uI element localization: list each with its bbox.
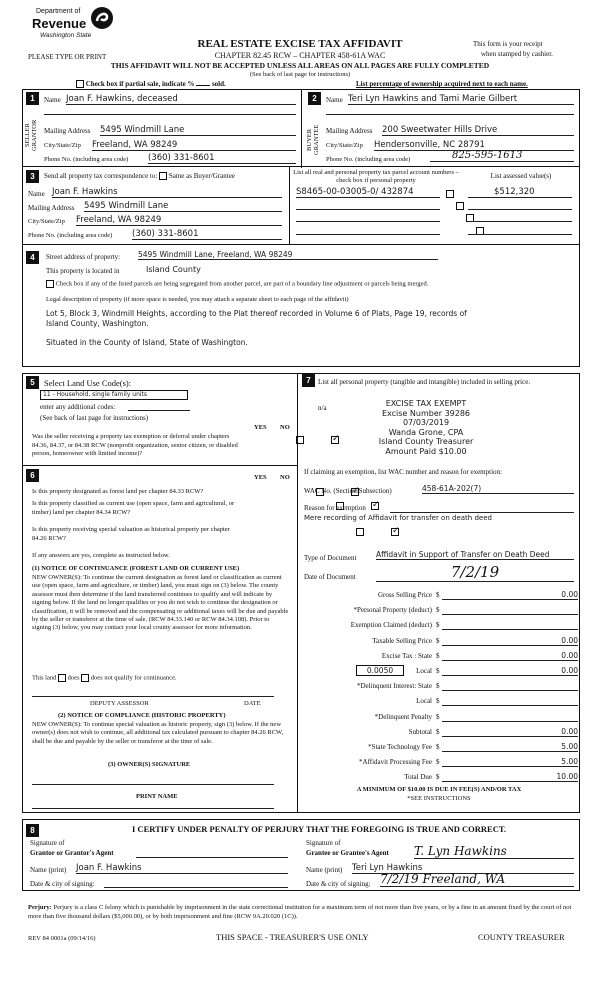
assessed-field-4[interactable] [468, 234, 572, 235]
grantee-signature[interactable]: T. Lyn Hawkins [414, 844, 574, 859]
s6-current-use-no[interactable] [371, 502, 379, 510]
fee-row-label: *Delinquent Interest: State [356, 682, 432, 691]
s3-name-field[interactable]: Joan F. Hawkins [52, 187, 282, 198]
s8-sig-label-right: Signature of [306, 839, 341, 847]
s4-street-label: Street address of property: [46, 253, 121, 261]
s8-grantor-agent: Grantor or Grantor's Agent [30, 849, 114, 857]
s7-wac-field[interactable]: 458-61A-202(7) [422, 484, 574, 494]
fee-row-label: *State Technology Fee [368, 743, 432, 751]
s7-wac-label: WAC No. (Section/Subsection) [304, 487, 392, 495]
s4-segregated-row [46, 280, 566, 288]
fee-row-value[interactable] [442, 712, 578, 722]
dor-logo [28, 6, 118, 44]
s1-city-field[interactable]: Freeland, WA 98249 [92, 140, 296, 151]
print-name-line[interactable] [32, 808, 274, 809]
exempt-stamp-line: Island County Treasurer [378, 437, 474, 446]
additional-codes-field[interactable] [128, 402, 190, 411]
s8-grantee-agent: Grantee or Grantee's Agent [306, 849, 389, 857]
s6-forest-question: Is this property designated as forest land per chapter 84.33 RCW? [32, 488, 204, 495]
section-1-number: 1 [26, 92, 39, 105]
s8-date-city-right: Date & city of signing: [306, 880, 371, 888]
exempt-stamp-line: EXCISE TAX EXEMPT [385, 399, 467, 408]
s6-does: does [67, 674, 80, 682]
s6-deputy: DEPUTY ASSESSOR [90, 700, 149, 707]
s1-phone-label: Phone No. (including area code) [44, 156, 129, 163]
parcel-field-1[interactable]: S8465-00-03005-0/ 432874 [296, 187, 440, 198]
perjury-text: Perjury is a class C felony which is punishable by imprisonment in the state correctional institution for a maximum term of not more than five years, or by a fine in an amount fixed by the court of not more than five thousand dollars ($5,000.00), or by both imprisonment and fine (RCW 9A.20.020 (1C)). [28, 904, 572, 920]
county-treasurer: COUNTY TREASURER [478, 932, 565, 942]
fee-row-value[interactable]: 0.00 [442, 651, 578, 661]
partial-sale-label: Check box if partial sale, indicate % [85, 80, 195, 88]
form-see-back: (See back of last page for instructions) [249, 71, 351, 78]
fee-row-value[interactable]: 0.00 [442, 666, 578, 676]
s3-same-as-label: Same as Buyer/Grantee [168, 172, 235, 180]
s4-legal-1: Lot 5, Block 3, Windmill Heights, according to the Plat thereof recorded in Volume 6 of Plats, Page 19, records of Island County, Washington. [46, 309, 467, 328]
s3-send-row [44, 172, 235, 180]
ownership-note: List percentage of ownership acquired next to each name. [356, 80, 528, 88]
fee-row-label: Taxable Selling Price [372, 636, 432, 645]
fee-row-value[interactable]: 0.00 [442, 727, 578, 737]
assessed-field-3[interactable] [468, 221, 572, 222]
s8-certify: I CERTIFY UNDER PENALTY OF PERJURY THAT THE FOREGOING IS TRUE AND CORRECT. [132, 824, 507, 834]
s3-city-label: City/State/Zip [28, 218, 65, 225]
parcel-field-2[interactable] [296, 209, 440, 210]
s4-street-field[interactable]: 5495 Windmill Lane, Freeland, WA 98249 [138, 250, 438, 260]
s6-no-header: NO [280, 474, 290, 481]
parcel-field-4[interactable] [296, 234, 440, 235]
s1-mailing-field[interactable]: 5495 Windmill Lane [100, 125, 296, 136]
form-warning: THIS AFFIDAVIT WILL NOT BE ACCEPTED UNLESS ALL AREAS ON ALL PAGES ARE FULLY COMPLETED [110, 61, 490, 70]
assessed-field-2[interactable] [468, 209, 572, 210]
fee-row-dollar: $ [436, 773, 440, 782]
dor-logo-text-3: Washington State [40, 32, 92, 39]
section-3-number: 3 [26, 170, 39, 183]
s8-grantor-name[interactable]: Joan F. Hawkins [76, 863, 288, 874]
fee-row-dollar: $ [436, 636, 440, 645]
s7-personal-label: List all personal property (tangible and intangible) included in selling price. [318, 378, 531, 386]
s6-cont-text: NEW OWNER(S): To continue the current designation as forest land or classification as current use (open space, farm and agriculture, or timber) land, you must sign on (3) below. The county assessor must then determine if the land transferred continues to qualify and will indicate by signing below. If the land no longer qualifies or you do not wish to continue the designation or classification, it will be removed and the compensating or additional taxes will be due and payable by the seller or transferor at the time of sale. (RCW 84.33.140 or RCW 84.34.108). Prior to signing (3) below, you may contact your local county assessor for more information. [32, 574, 289, 632]
grantor-date-city-line[interactable] [104, 887, 288, 888]
s2-phone-label: Phone No. (including area code) [326, 156, 411, 163]
s8-grantee-name[interactable]: Teri Lyn Hawkins [352, 863, 574, 874]
fee-row-label: Total Due [404, 773, 432, 782]
s6-compliance-title: (2) NOTICE OF COMPLIANCE (HISTORIC PROPERTY) [58, 712, 226, 719]
s5-additional-label: enter any additional codes: [40, 403, 116, 411]
s6-date: DATE [244, 700, 261, 707]
seller-grantor-label: SELLER GRANTOR [24, 119, 38, 151]
assessed-field-1[interactable]: $512,320 [468, 187, 572, 198]
s6-current-use-question: Is this property classified as current use (open space, farm and agricultural, or timber) land per chapter 84.34 RCW? [32, 500, 235, 516]
s7-doc-date-label: Date of Document [304, 573, 356, 581]
exempt-stamp-line: Wanda Grone, CPA [388, 427, 464, 437]
does-checkbox[interactable] [58, 674, 66, 682]
s1-phone-field[interactable]: (360) 331-8601 [148, 153, 296, 164]
s6-any-yes: If any answers are yes, complete as instructed below. [32, 552, 170, 559]
exempt-stamp-line: Amount Paid $10.00 [385, 446, 467, 456]
fee-row-dollar: $ [436, 591, 440, 599]
assessed-header: List assessed value(s) [490, 172, 552, 180]
fee-row-dollar: $ [436, 621, 440, 630]
land-use-select[interactable]: 11 - Household, single family units [40, 390, 188, 400]
s3-phone-field[interactable]: (360) 331-8601 [132, 229, 282, 240]
fee-row-value[interactable] [442, 696, 578, 706]
fee-row-label: *Affidavit Processing Fee [359, 758, 432, 767]
s7-see-instr: *SEE INSTRUCTIONS [407, 795, 471, 802]
exempt-stamp-line: 07/03/2019 [402, 418, 450, 427]
fee-row-value[interactable]: 0.00 [442, 636, 578, 646]
s5-yes-header: YES [254, 424, 267, 431]
dor-swirl-icon [90, 6, 114, 30]
s4-county: Island County [146, 265, 201, 274]
s6-compliance-text: NEW OWNER(S): To continue special valuation as historic property, sign (3) below. If the new owner(s) does not wish to continue, all additional tax calculated pursuant to chapter 84.26 RCW, shall be due and payable by the seller or transferor at the time of sale. [32, 721, 284, 745]
receipt-note-2: when stamped by cashier. [481, 50, 553, 58]
parcel-field-3[interactable] [296, 221, 440, 222]
parcel-checkbox-1[interactable] [446, 190, 454, 198]
fee-row-dollar: $ [436, 712, 440, 721]
please-type: PLEASE TYPE OR PRINT [28, 53, 107, 61]
s6-historic-question: Is this property receiving special valuation as historical property per chapter 84.26 RCW? [32, 526, 230, 542]
s2-name-field[interactable]: Teri Lyn Hawkins and Tami Marie Gilbert [348, 94, 574, 105]
perjury-note [28, 903, 576, 921]
fee-row-label: *Personal Property (deduct) [353, 606, 432, 615]
s8-name-print-left: Name (print) [30, 866, 67, 874]
section-2-number: 2 [308, 92, 321, 105]
treasurer-space: THIS SPACE - TREASURER'S USE ONLY [216, 932, 369, 942]
s8-grantee-date-city[interactable]: 7/2/19 Freeland, WA [380, 872, 574, 887]
fee-row-dollar: $ [436, 758, 440, 767]
s5-no-header: NO [280, 424, 290, 431]
s4-segregated-label: Check box if any of the listed parcels are being segregated from another parcel, are part of a boundary line adjustment or parcels being merged. [55, 280, 429, 288]
s3-phone-label: Phone No. (including area code) [28, 232, 113, 239]
s6-this-land-row [32, 674, 177, 682]
s6-qualify: qualify for continuance. [114, 674, 177, 682]
fee-row-label: *Delinquent Penalty [374, 712, 432, 721]
s6-historic-yes[interactable] [356, 528, 364, 536]
fee-row-value[interactable]: 0.00 [442, 590, 578, 600]
parcel-header: List all real and personal property tax parcel account numbers – check box if personal property [293, 169, 459, 184]
fee-row-dollar: $ [436, 682, 440, 691]
s8-date-city-left: Date & city of signing: [30, 880, 95, 888]
form-title: REAL ESTATE EXCISE TAX AFFIDAVIT [197, 38, 403, 50]
fee-row-value[interactable] [442, 620, 578, 630]
fee-row-dollar: $ [436, 697, 440, 706]
s5-exemption-question: Was the seller receiving a property tax exemption or deferral under chapters 84.36, 84.37, or 84.38 RCW (nonprofit organization, senior citizen, or disabled person, homeowner with limited income)? [32, 433, 238, 457]
s6-owner-sig: (3) OWNER(S) SIGNATURE [108, 761, 191, 768]
s7-claim-label: If claiming an exemption, list WAC number and reason for exemption: [304, 468, 502, 476]
form-chapter: CHAPTER 82.45 RCW – CHAPTER 458-61A WAC [214, 51, 386, 60]
section-4 [22, 245, 580, 367]
s6-print-name: PRINT NAME [136, 793, 178, 800]
s3-name-label: Name [28, 190, 45, 198]
s7-doc-type-label: Type of Document [304, 554, 357, 562]
s6-yes-header: YES [254, 474, 267, 481]
fee-row-label: Local [416, 697, 432, 706]
s1-mailing-label: Mailing Address [44, 127, 91, 135]
fee-row-label: Exemption Claimed (deduct) [350, 621, 432, 630]
s2-mailing-field[interactable]: 200 Sweetwater Hills Drive [382, 125, 574, 136]
buyer-grantee-label: BUYER GRANTEE [306, 124, 320, 156]
s7-na: n/a [318, 404, 327, 412]
section-6-number: 6 [26, 469, 39, 482]
section-8-number: 8 [26, 824, 39, 837]
s6-does-not: does not [90, 674, 113, 682]
exempt-stamp-line: Excise Number 39286 [381, 408, 471, 418]
s2-mailing-label: Mailing Address [326, 127, 373, 135]
owner-signature-line[interactable] [32, 784, 274, 785]
fee-row-value[interactable]: 5.00 [442, 742, 578, 752]
s3-mailing-label: Mailing Address [28, 204, 75, 212]
s5-exemption-yes[interactable] [296, 436, 304, 444]
s7-reason-label: Reason for exemption [304, 504, 366, 512]
s5-exemption-no[interactable] [331, 436, 339, 444]
s8-sig-label-left: Signature of [30, 839, 65, 847]
partial-sale-checkbox[interactable] [76, 80, 84, 88]
s5-see-back: (See back of last page for instructions) [40, 414, 149, 422]
fee-row-value[interactable]: 10.00 [442, 772, 578, 782]
receipt-note-1: This form is your receipt [473, 40, 543, 48]
section-5-number: 5 [26, 376, 39, 389]
s7-doc-date-field[interactable]: 7/2/19 [376, 563, 574, 582]
dor-logo-text-1: Department of [36, 8, 81, 15]
parcel-checkbox-2[interactable] [456, 202, 464, 210]
fee-row-label: Gross Selling Price [377, 591, 432, 599]
fee-row-dollar: $ [436, 667, 440, 675]
fee-row-label: Local [416, 667, 432, 675]
dor-logo-text-2: Revenue [32, 16, 87, 31]
s2-phone-field[interactable]: 825-595-1613 [430, 150, 574, 162]
exempt-stamp [346, 399, 506, 456]
s2-city-label: City/State/Zip [326, 142, 363, 149]
s4-legal-2: Situated in the County of Island, State of Washington. [46, 338, 248, 347]
s7-minimum: A MINIMUM OF $10.00 IS DUE IN FEE(S) AND/OR TAX [356, 786, 522, 793]
s7-doc-type-field[interactable]: Affidavit in Support of Transfer on Death Deed [376, 550, 574, 560]
s7-reason: Mere recording of Affidavit for transfer on death deed [304, 514, 492, 522]
fee-row-dollar: $ [436, 727, 440, 736]
s6-cont-title: (1) NOTICE OF CONTINUANCE (FOREST LAND OR CURRENT USE) [32, 565, 240, 572]
fee-row-dollar: $ [436, 606, 440, 615]
rev-number: REV 84 0001a (09/14/16) [28, 935, 96, 942]
s8-name-print-right: Name (print) [306, 866, 343, 874]
s4-legal-label: Legal description of property (if more space is needed, you may attach a separate sheet to each page of the affidavit) [46, 296, 349, 303]
s3-send-label: Send all property tax correspondence to: [44, 172, 158, 180]
s2-city-field[interactable]: Hendersonville, NC 28791 [374, 140, 574, 151]
fee-row-label: Excise Tax : State [381, 651, 432, 660]
perjury-label: Perjury: [28, 904, 52, 911]
local-rate-field[interactable]: 0.0050 [356, 665, 404, 676]
section-7-number: 7 [302, 374, 315, 387]
s1-city-label: City/State/Zip [44, 142, 81, 149]
fee-row-label: Subtotal [408, 727, 432, 736]
s6-this-land: This land [32, 674, 57, 682]
s1-name-label: Name [44, 96, 61, 104]
sold-label: sold. [211, 80, 226, 88]
fee-row-dollar: $ [436, 651, 440, 660]
segregated-checkbox[interactable] [46, 280, 54, 288]
section-4-number: 4 [26, 251, 39, 264]
deputy-assessor-line[interactable] [32, 696, 274, 697]
partial-sale-row [76, 80, 226, 88]
fee-row-value[interactable] [442, 681, 578, 691]
s2-name-label: Name [326, 96, 343, 104]
s3-city-field[interactable]: Freeland, WA 98249 [76, 215, 282, 226]
s7-reason-line[interactable] [390, 505, 574, 513]
s6-historic-no[interactable] [391, 528, 399, 536]
fee-row-dollar: $ [436, 743, 440, 751]
same-as-buyer-checkbox[interactable] [159, 172, 167, 180]
grantor-signature-line[interactable] [136, 857, 288, 858]
s1-name-field[interactable]: Joan F. Hawkins, deceased [66, 94, 296, 105]
s4-located-label: This property is located in [46, 267, 120, 275]
fee-row-value[interactable]: 5.00 [442, 757, 578, 767]
fee-row-value[interactable] [442, 605, 578, 615]
does-not-checkbox[interactable] [81, 674, 89, 682]
s5-land-use-label: Select Land Use Code(s): [44, 378, 132, 388]
s3-mailing-field[interactable]: 5495 Windmill Lane [84, 201, 282, 212]
